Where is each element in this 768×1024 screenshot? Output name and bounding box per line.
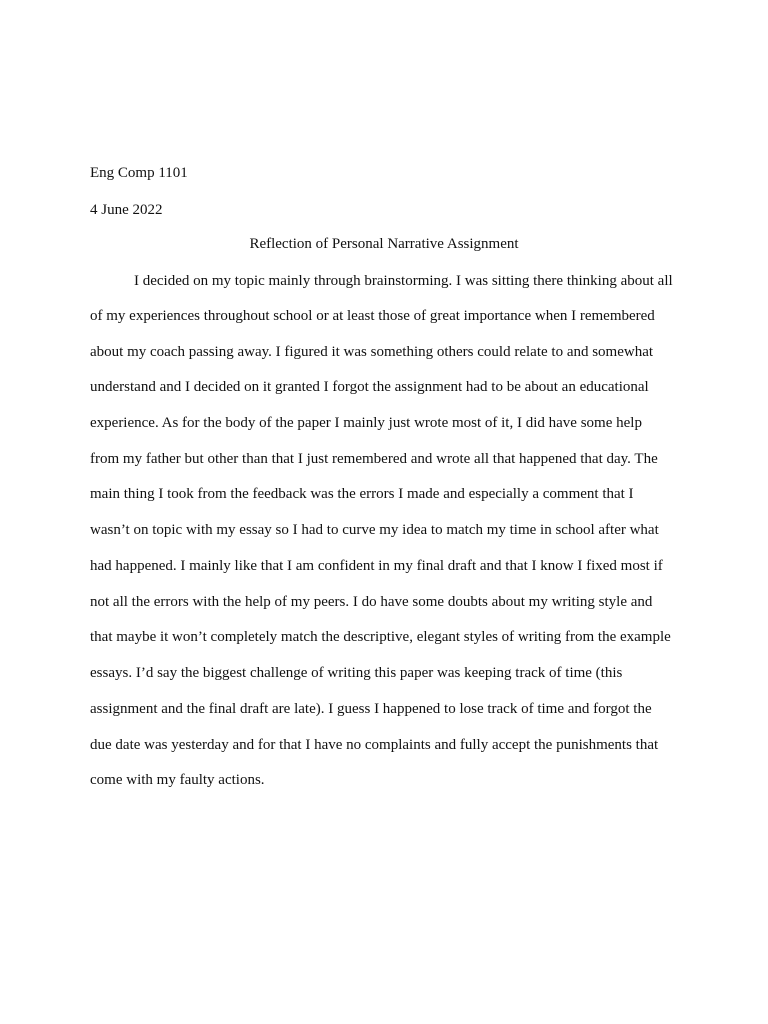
body-line: not all the errors with the help of my peers. I do have some doubts about my writing style and <box>90 594 653 610</box>
body-line: I decided on my topic mainly through brainstorming. I was sitting there thinking about all <box>134 273 673 289</box>
body-line: had happened. I mainly like that I am confident in my final draft and that I know I fixed most if <box>90 558 663 574</box>
document-title: Reflection of Personal Narrative Assignment <box>249 236 519 252</box>
body-line: essays. I’d say the biggest challenge of writing this paper was keeping track of time (this <box>90 665 623 681</box>
course-name: Eng Comp 1101 <box>90 165 188 181</box>
document-date: 4 June 2022 <box>90 202 163 218</box>
body-line: assignment and the final draft are late). I guess I happened to lose track of time and forgot the <box>90 701 652 717</box>
body-line: due date was yesterday and for that I have no complaints and fully accept the punishments that <box>90 737 659 753</box>
body-line: understand and I decided on it granted I forgot the assignment had to be about an educational <box>90 379 649 395</box>
body-line: that maybe it won’t completely match the descriptive, elegant styles of writing from the example <box>90 629 671 645</box>
body-line: from my father but other than that I just remembered and wrote all that happened that day. The <box>90 451 658 467</box>
body-line: main thing I took from the feedback was the errors I made and especially a comment that I <box>90 486 634 502</box>
body-line: of my experiences throughout school or at least those of great importance when I remembered <box>90 308 655 324</box>
body-line: experience. As for the body of the paper I mainly just wrote most of it, I did have some help <box>90 415 642 431</box>
body-line: wasn’t on topic with my essay so I had to curve my idea to match my time in school after what <box>90 522 659 538</box>
body-line: come with my faulty actions. <box>90 772 265 788</box>
body-line: about my coach passing away. I figured it was something others could relate to and somewhat <box>90 344 654 360</box>
